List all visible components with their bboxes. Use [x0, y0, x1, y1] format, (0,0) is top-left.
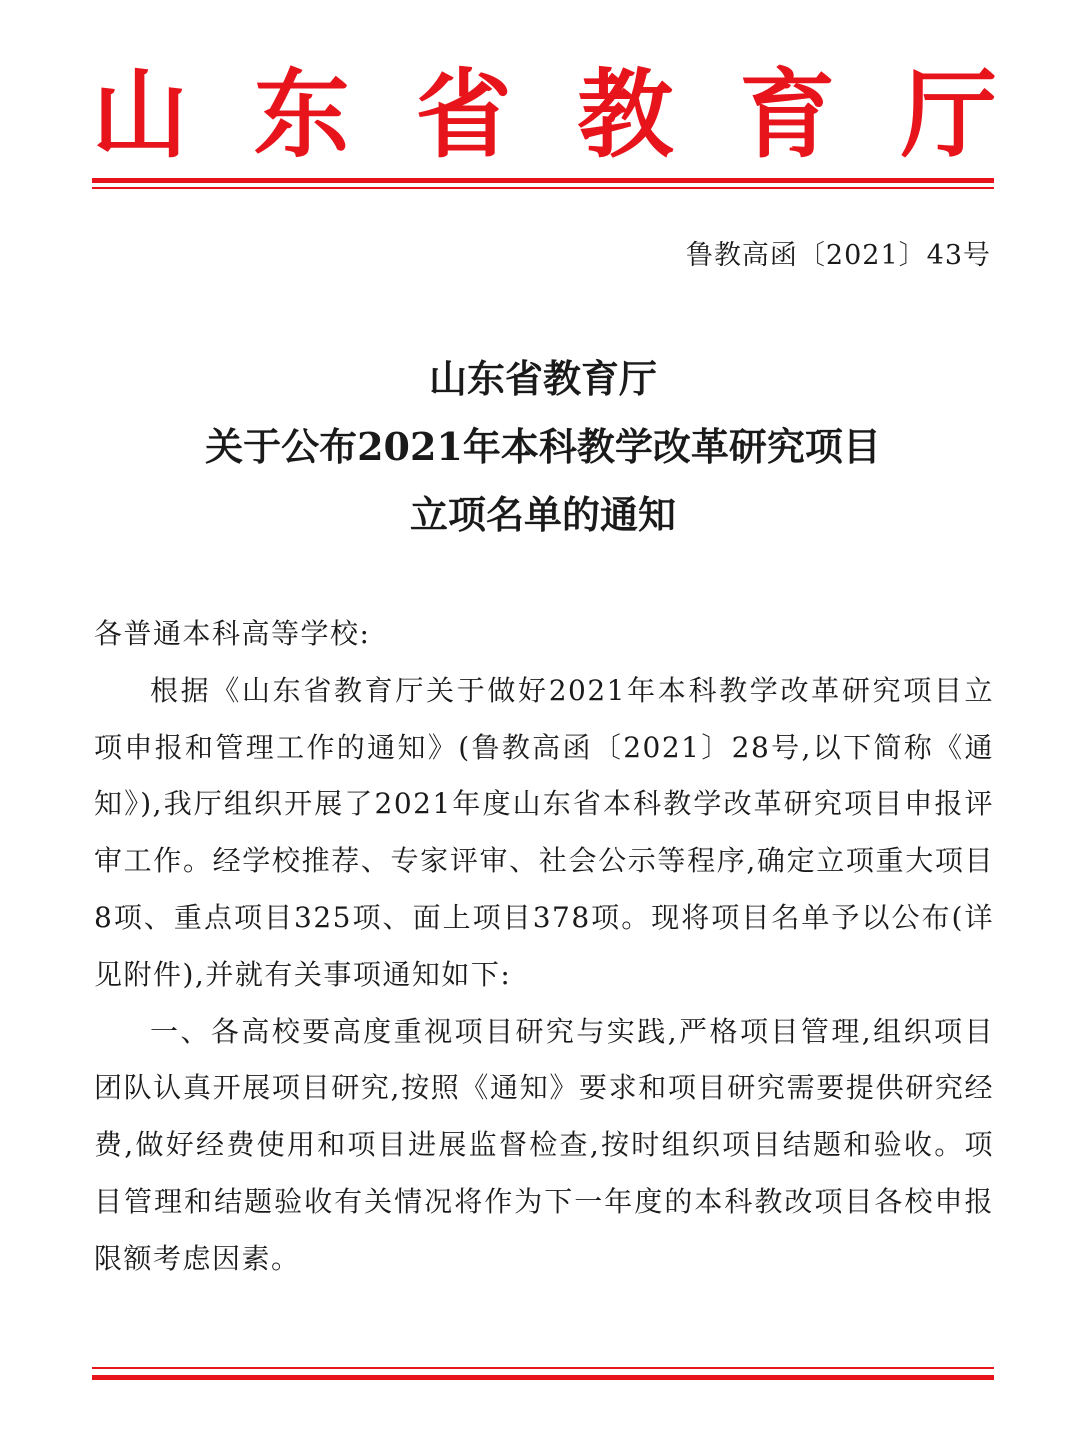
title-line-1: 山东省教育厅 [428, 356, 657, 401]
salutation: 各普通本科高等学校: [94, 617, 371, 650]
title-line-3: 立项名单的通知 [409, 492, 676, 537]
footer-rule-thin [92, 1367, 994, 1369]
body-paragraph-2: 一、各高校要高度重视项目研究与实践,严格项目管理,组织项目团队认真开展项目研究,按照《通知》要求和项目研究需要提供研究经费,做好经费使用和项目进展监督检查,按时组织项目结题和验收。项目管理和结题验收有关情况将作为下一年度的本科教改项目各校申报限额考虑因素。 [94, 1014, 994, 1275]
masthead-char: 教 [577, 59, 674, 171]
body-paragraph-1: 根据《山东省教育厅关于做好2021年本科教学改革研究项目立项申报和管理工作的通知》(鲁教高函〔2021〕28号,以下简称《通知》),我厅组织开展了2021年度山东省本科教学改革研究项目申报评审工作。经学校推荐、专家评审、社会公示等程序,确定立项重大项目8项、重点项目325项、面上项目378项。现将项目名单予以公布(详见附件),并就有关事项通知如下: [94, 673, 994, 991]
document-title [92, 345, 994, 549]
header-rule-thick [92, 178, 994, 183]
masthead-char: 育 [739, 59, 836, 171]
document-number: 鲁教高函〔2021〕43号 [685, 240, 991, 271]
header-rule-thin [92, 187, 994, 189]
masthead-char: 东 [253, 59, 350, 171]
masthead [92, 60, 997, 170]
masthead-char: 厅 [900, 59, 997, 171]
title-line-2: 关于公布2021年本科教学改革研究项目 [205, 424, 881, 469]
footer-rule-thick [92, 1375, 994, 1380]
masthead-char: 山 [92, 59, 188, 171]
document-body [94, 606, 994, 1288]
masthead-char: 省 [415, 59, 512, 171]
